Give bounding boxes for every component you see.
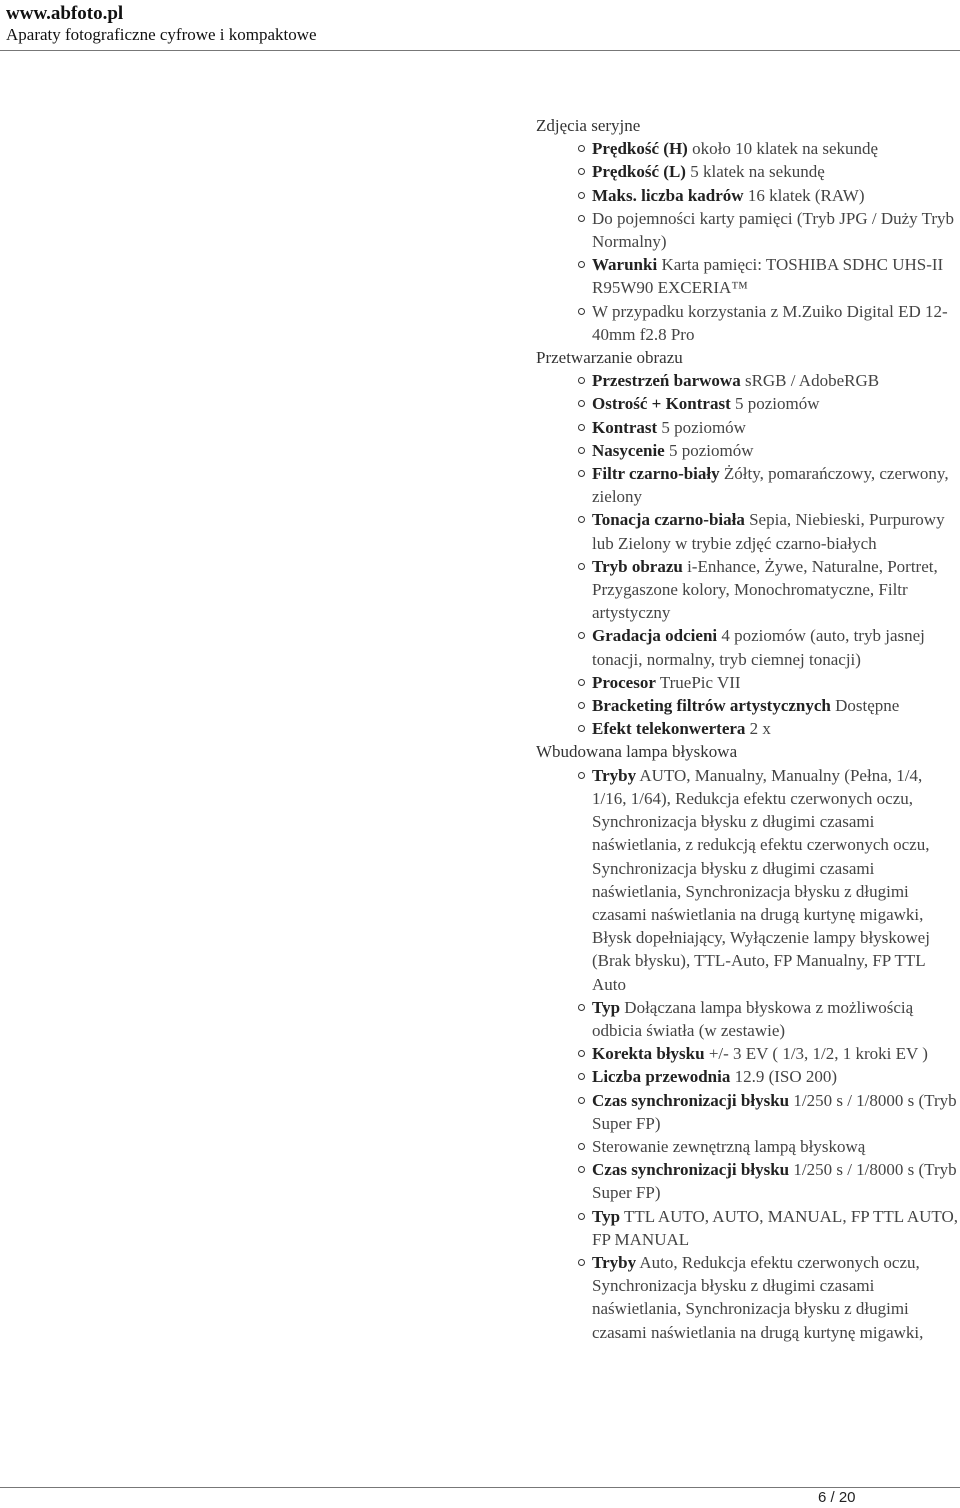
spec-item (536, 160, 960, 183)
spec-label: Liczba przewodnia (592, 1067, 731, 1087)
spec-value: 1/250 s / 1/8000 s (Tryb Super FP) (592, 1090, 957, 1133)
circle-bullet-icon (578, 702, 585, 709)
spec-item (536, 392, 960, 415)
circle-bullet-icon (578, 563, 585, 570)
spec-value: Dostępne (835, 696, 900, 716)
spec-item (536, 439, 960, 462)
spec-label: Typ (592, 997, 621, 1017)
spec-item (536, 1158, 960, 1204)
spec-label: Ostrość + Kontrast (592, 394, 731, 414)
circle-bullet-icon (578, 424, 585, 431)
spec-label: Przestrzeń barwowa (592, 371, 741, 391)
spec-item (536, 184, 960, 207)
spec-item (536, 300, 960, 346)
spec-item (536, 1251, 960, 1344)
spec-value: 12.9 (ISO 200) (734, 1067, 838, 1087)
circle-bullet-icon (578, 400, 585, 407)
circle-bullet-icon (578, 447, 585, 454)
spec-item (536, 508, 960, 554)
spec-value: 2 x (749, 719, 771, 739)
spec-label: Efekt telekonwertera (592, 719, 746, 739)
spec-value: około 10 klatek na sekundę (692, 139, 879, 159)
spec-label: Maks. liczba kadrów (592, 185, 744, 205)
spec-item (536, 462, 960, 508)
spec-value: i-Enhance, Żywe, Naturalne, Portret, Przygaszone kolory, Monochromatyczne, Filtr artystyczny (592, 556, 938, 623)
page-header (0, 0, 960, 52)
spec-value: sRGB / AdobeRGB (744, 371, 880, 391)
circle-bullet-icon (578, 308, 585, 315)
circle-bullet-icon (578, 168, 585, 175)
spec-value: 5 klatek na sekundę (690, 162, 825, 182)
circle-bullet-icon (578, 1259, 585, 1266)
spec-value: +/- 3 EV ( 1/3, 1/2, 1 kroki EV ) (708, 1044, 928, 1064)
circle-bullet-icon (578, 377, 585, 384)
spec-value: Sepia, Niebieski, Purpurowy lub Zielony w trybie zdjęć czarno-białych (592, 510, 945, 553)
spec-item (536, 555, 960, 625)
spec-label: Korekta błysku (592, 1044, 705, 1064)
spec-item (536, 694, 960, 717)
spec-label: Czas synchronizacji błysku (592, 1090, 790, 1110)
spec-item (536, 671, 960, 694)
spec-label: Czas synchronizacji błysku (592, 1160, 790, 1180)
header-subtitle: Aparaty fotograficzne cyfrowe i kompaktowe (6, 25, 317, 44)
circle-bullet-icon (578, 1166, 585, 1173)
spec-label: Nasycenie (592, 440, 665, 460)
spec-label: Gradacja odcieni (592, 626, 718, 646)
spec-value: 5 poziomów (668, 440, 754, 460)
circle-bullet-icon (578, 1213, 585, 1220)
spec-item (536, 1089, 960, 1135)
spec-label: Tryb obrazu (592, 556, 683, 576)
spec-label: Tonacja czarno-biała (592, 510, 745, 530)
spec-item (536, 1205, 960, 1251)
spec-list (536, 369, 960, 740)
header-divider (0, 50, 960, 51)
spec-value: Żółty, pomarańczowy, czerwony, zielony (592, 464, 949, 507)
spec-item (536, 1135, 960, 1158)
spec-value: 16 klatek (RAW) (747, 185, 865, 205)
spec-label: Warunki (592, 255, 658, 275)
circle-bullet-icon (578, 145, 585, 152)
spec-list (536, 137, 960, 346)
spec-label: Tryby (592, 765, 637, 785)
spec-item (536, 764, 960, 996)
spec-list (536, 764, 960, 1344)
spec-value: Dołączana lampa błyskowa z możliwością odbicia światła (w zestawie) (592, 997, 914, 1040)
circle-bullet-icon (578, 215, 585, 222)
spec-item (536, 1065, 960, 1088)
section-title: Przetwarzanie obrazu (536, 348, 683, 368)
section-title: Wbudowana lampa błyskowa (536, 742, 738, 762)
circle-bullet-icon (578, 516, 585, 523)
circle-bullet-icon (578, 261, 585, 268)
spec-label: Tryby (592, 1252, 637, 1272)
spec-item (536, 416, 960, 439)
spec-item (536, 207, 960, 253)
circle-bullet-icon (578, 192, 585, 199)
spec-value: 5 poziomów (661, 417, 746, 437)
spec-label: Filtr czarno-biały (592, 464, 720, 484)
circle-bullet-icon (578, 1097, 585, 1104)
spec-value: 5 poziomów (735, 394, 820, 414)
circle-bullet-icon (578, 632, 585, 639)
spec-label: Prędkość (L) (592, 162, 686, 182)
circle-bullet-icon (578, 1073, 585, 1080)
spec-label: Procesor (592, 672, 656, 692)
spec-value: W przypadku korzystania z M.Zuiko Digital ED 12-40mm f2.8 Pro (592, 301, 948, 344)
spec-value: Do pojemności karty pamięci (Tryb JPG / Duży Tryb Normalny) (592, 208, 955, 252)
spec-value: TruePic VII (659, 672, 741, 692)
spec-item (536, 996, 960, 1042)
spec-value: Karta pamięci: TOSHIBA SDHC UHS-II R95W90 EXCERIA™ (592, 255, 944, 298)
spec-value: Sterowanie zewnętrzną lampą błyskową (592, 1136, 866, 1156)
spec-item (536, 369, 960, 392)
spec-item (536, 717, 960, 740)
spec-item (536, 624, 960, 670)
page-number: 6 / 20 (818, 1489, 856, 1506)
circle-bullet-icon (578, 1004, 585, 1011)
footer-divider (0, 1487, 960, 1488)
circle-bullet-icon (578, 725, 585, 732)
spec-item (536, 253, 960, 299)
spec-label: Kontrast (592, 417, 658, 437)
spec-item (536, 1042, 960, 1065)
spec-value: TTL AUTO, AUTO, MANUAL, FP TTL AUTO, FP MANUAL (592, 1206, 959, 1249)
spec-item (536, 137, 960, 160)
spec-content (536, 114, 960, 1344)
circle-bullet-icon (578, 772, 585, 779)
circle-bullet-icon (578, 470, 585, 477)
circle-bullet-icon (578, 679, 585, 686)
spec-value: 4 poziomów (auto, tryb jasnej tonacji, normalny, tryb ciemnej tonacji) (592, 626, 925, 669)
spec-value: 1/250 s / 1/8000 s (Tryb Super FP) (592, 1160, 957, 1203)
site-url: www.abfoto.pl (6, 3, 124, 24)
spec-value: AUTO, Manualny, Manualny (Pełna, 1/4, 1/16, 1/64), Redukcja efektu czerwonych oczu, Synchronizacja błysku z długimi czasami naświetlania, z redukcją efektu czerwonych oczu, Synchronizacja błysku z długimi czasami naświetlania, Synchronizacja błysku z długimi czasami naświetlania na drugą kurtynę migawki, Błysk dopełniający, Wyłączenie lampy błyskowej (Brak błysku), TTL-Auto, FP Manualny, FP TTL Auto (592, 765, 930, 994)
spec-value: Auto, Redukcja efektu czerwonych oczu, Synchronizacja błysku z długimi czasami naświetlania, Synchronizacja błysku z długimi czasami naświetlania na drugą kurtynę migawki, (592, 1252, 924, 1342)
circle-bullet-icon (578, 1050, 585, 1057)
section-title: Zdjęcia seryjne (536, 116, 641, 135)
spec-label: Typ (592, 1206, 621, 1226)
spec-label: Prędkość (H) (592, 139, 688, 159)
spec-label: Bracketing filtrów artystycznych (592, 696, 831, 716)
circle-bullet-icon (578, 1143, 585, 1150)
